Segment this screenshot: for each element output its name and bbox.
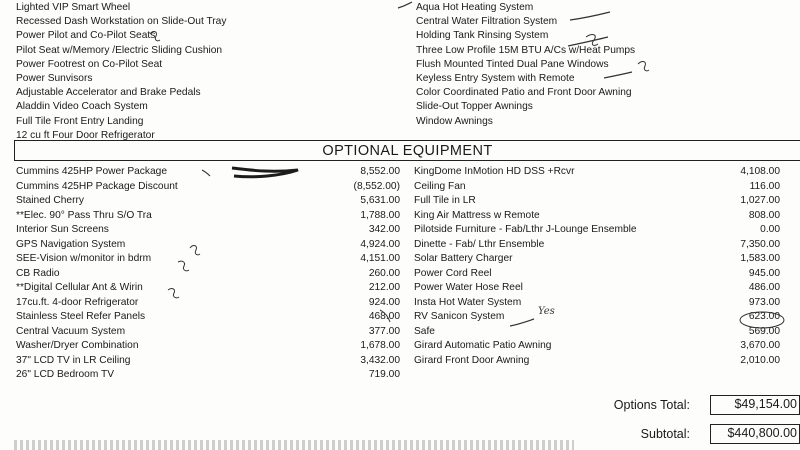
- standard-feature: Recessed Dash Workstation on Slide-Out Tray: [16, 16, 227, 28]
- option-name: King Air Mattress w Remote: [414, 209, 540, 221]
- optional-list-right: [414, 165, 780, 368]
- subtotal-label: Subtotal:: [640, 427, 690, 441]
- standard-feature: Pilot Seat w/Memory /Electric Sliding Cushion: [16, 44, 223, 56]
- option-name: Dinette - Fab/ Lthr Ensemble: [414, 238, 545, 250]
- standard-feature: Aladdin Video Coach System: [16, 101, 148, 113]
- option-name: CB Radio: [16, 267, 60, 279]
- standard-feature: Power Footrest on Co-Pilot Seat: [16, 58, 163, 70]
- option-row: [16, 209, 400, 224]
- option-price: 486.00: [748, 282, 780, 293]
- standard-feature: Power Pilot and Co-Pilot Seats: [16, 30, 156, 42]
- option-price: 719.00: [368, 369, 400, 380]
- option-row: [16, 325, 400, 340]
- standard-feature: Lighted VIP Smart Wheel: [16, 2, 131, 13]
- option-name: Ceiling Fan: [414, 180, 466, 192]
- option-name: Power Cord Reel: [414, 267, 492, 279]
- options-total-label: Options Total:: [613, 398, 690, 412]
- option-row: [414, 267, 780, 282]
- option-row: [414, 165, 780, 180]
- option-row: [16, 368, 400, 383]
- option-row: [16, 310, 400, 325]
- option-name: 37" LCD TV in LR Ceiling: [16, 354, 131, 366]
- option-row: [414, 194, 780, 209]
- option-price: 2,010.00: [740, 354, 780, 366]
- standard-feature: 12 cu ft Four Door Refrigerator: [16, 129, 155, 141]
- option-name: Central Vacuum System: [16, 325, 126, 337]
- option-price: 973.00: [748, 296, 780, 308]
- standard-features-right: [416, 1, 776, 129]
- standard-feature: Aqua Hot Heating System: [416, 2, 534, 13]
- option-name: RV Sanicon System: [414, 311, 505, 322]
- option-name: Insta Hot Water System: [414, 296, 522, 308]
- option-price: 924.00: [368, 296, 400, 308]
- option-price: 0.00: [760, 224, 780, 235]
- standard-feature: Three Low Profile 15M BTU A/Cs w/Heat Pumps: [416, 44, 636, 56]
- option-row: [414, 252, 780, 267]
- option-row: [414, 354, 780, 369]
- option-price: 1,027.00: [740, 195, 780, 206]
- option-name: Girard Front Door Awning: [414, 354, 530, 366]
- optional-equipment-header: [14, 140, 800, 161]
- option-row: [16, 339, 400, 354]
- option-price: 4,108.00: [740, 166, 780, 177]
- option-name: Solar Battery Charger: [414, 253, 513, 264]
- option-price: 623.00: [748, 311, 780, 322]
- option-row: [16, 223, 400, 238]
- option-row: [16, 354, 400, 369]
- standard-feature: Slide-Out Topper Awnings: [416, 101, 533, 113]
- standard-feature: Holding Tank Rinsing System: [416, 30, 549, 42]
- cut-off-footer-text: [14, 440, 574, 450]
- option-price: 377.00: [368, 325, 400, 337]
- option-price: 468.00: [368, 311, 400, 322]
- standard-feature: Window Awnings: [416, 115, 493, 127]
- subtotal-value: $440,800.00: [710, 424, 800, 444]
- option-row: [414, 180, 780, 195]
- option-name: Girard Automatic Patio Awning: [414, 340, 552, 351]
- option-row: [414, 310, 780, 325]
- option-name: 17cu.ft. 4-door Refrigerator: [16, 296, 139, 308]
- option-row: [16, 165, 400, 180]
- option-price: 5,631.00: [360, 195, 400, 206]
- option-row: [16, 180, 400, 195]
- option-name: Interior Sun Screens: [16, 224, 109, 235]
- standard-feature: Adjustable Accelerator and Brake Pedals: [16, 87, 201, 99]
- option-price: 342.00: [368, 224, 400, 235]
- option-name: Safe: [414, 325, 435, 337]
- option-name: SEE-Vision w/monitor in bdrm: [16, 253, 152, 264]
- option-row: [414, 238, 780, 253]
- option-name: **Digital Cellular Ant & Wirin: [16, 282, 143, 293]
- option-row: [414, 281, 780, 296]
- option-row: [414, 209, 780, 224]
- option-price: 7,350.00: [740, 238, 780, 250]
- standard-features-left: [16, 1, 396, 143]
- handwritten-yes-note: Yes: [538, 306, 555, 317]
- option-price: 8,552.00: [360, 166, 400, 177]
- optional-list-left: [16, 165, 400, 383]
- option-price: 4,924.00: [360, 238, 400, 250]
- option-row: [16, 238, 400, 253]
- option-name: KingDome InMotion HD DSS +Rcvr: [414, 166, 575, 177]
- option-price: 1,678.00: [360, 340, 400, 351]
- option-price: 3,670.00: [740, 340, 780, 351]
- option-name: Stainless Steel Refer Panels: [16, 311, 146, 322]
- option-price: 260.00: [368, 267, 400, 279]
- option-name: Full Tile in LR: [414, 195, 476, 206]
- option-name: 26" LCD Bedroom TV: [16, 369, 114, 380]
- standard-feature: Full Tile Front Entry Landing: [16, 115, 144, 127]
- option-price: 116.00: [749, 180, 780, 192]
- standard-feature: Flush Mounted Tinted Dual Pane Windows: [416, 58, 609, 70]
- standard-feature: Power Sunvisors: [16, 72, 93, 84]
- option-row: [16, 281, 400, 296]
- option-price: 569.00: [748, 325, 780, 337]
- pen-tick-mark: [398, 2, 412, 8]
- option-name: Pilotside Furniture - Fab/Lthr J-Lounge Ensemble: [414, 224, 637, 235]
- standard-feature: Central Water Filtration System: [416, 16, 558, 28]
- option-price: 1,583.00: [740, 253, 780, 264]
- subtotal-row: [560, 424, 800, 444]
- option-name: Stained Cherry: [16, 195, 84, 206]
- option-row: [414, 325, 780, 340]
- option-price: 808.00: [748, 209, 780, 221]
- section-title: OPTIONAL EQUIPMENT: [322, 143, 493, 159]
- standard-feature: Color Coordinated Patio and Front Door Awning: [416, 87, 632, 99]
- option-price: 945.00: [748, 267, 780, 279]
- option-name: Cummins 425HP Power Package: [16, 166, 167, 177]
- standard-feature: Keyless Entry System with Remote: [416, 72, 575, 84]
- option-price: 3,432.00: [360, 354, 400, 366]
- option-price: 212.00: [368, 282, 400, 293]
- option-price: 1,788.00: [360, 209, 400, 221]
- option-price: 4,151.00: [360, 253, 400, 264]
- option-row: [16, 252, 400, 267]
- option-row: [414, 223, 780, 238]
- option-price: (8,552.00): [353, 180, 400, 192]
- option-row: [16, 296, 400, 311]
- option-row: [414, 339, 780, 354]
- options-total-row: [560, 395, 800, 415]
- option-name: GPS Navigation System: [16, 238, 126, 250]
- option-name: Cummins 425HP Package Discount: [16, 180, 178, 192]
- options-total-value: $49,154.00: [710, 395, 800, 415]
- option-name: **Elec. 90° Pass Thru S/O Tra: [16, 209, 152, 221]
- option-name: Washer/Dryer Combination: [16, 340, 139, 351]
- option-row: [16, 267, 400, 282]
- option-name: Power Water Hose Reel: [414, 282, 523, 293]
- option-row: [16, 194, 400, 209]
- option-row: [414, 296, 780, 311]
